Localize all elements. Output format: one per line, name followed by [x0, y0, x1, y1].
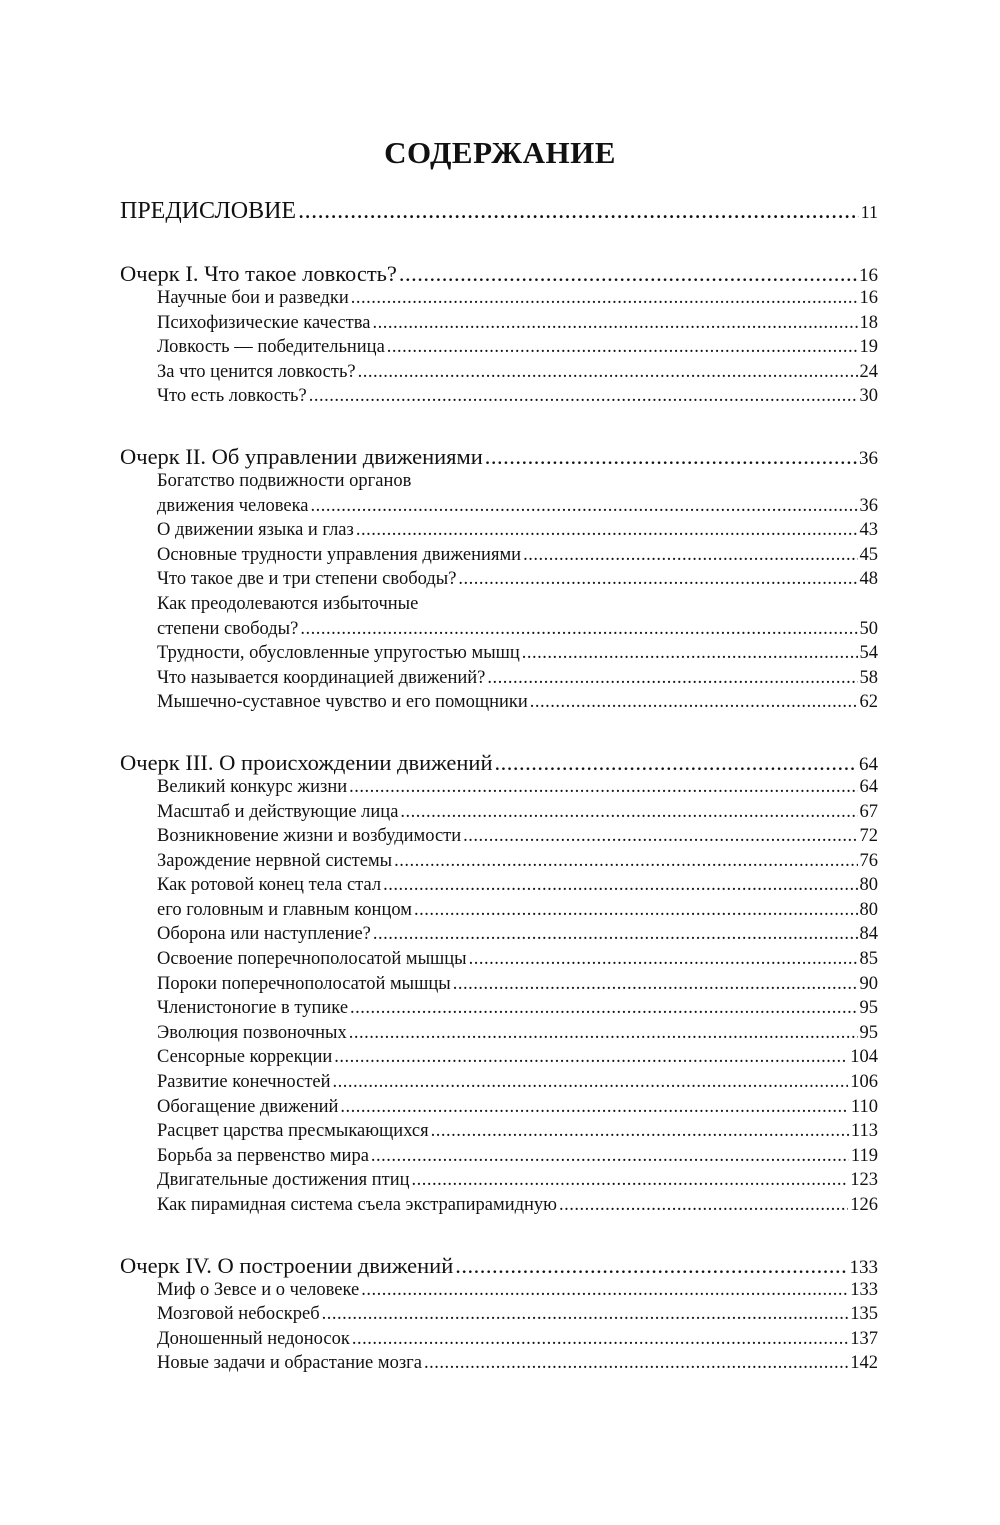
dot-leader — [487, 668, 857, 689]
entry-label: Освоение поперечнополосатой мышцы — [157, 949, 467, 970]
dot-leader — [352, 1329, 848, 1350]
entry-label: Эволюция позвоночных — [157, 1022, 347, 1043]
dot-leader — [530, 692, 858, 713]
chapter-title: Очерк III. О происхождении движений — [120, 749, 493, 775]
entry-page: 18 — [859, 312, 878, 333]
toc-entry[interactable] — [157, 1146, 878, 1171]
entry-label: Научные бои и разведки — [157, 288, 349, 308]
dot-leader — [523, 545, 857, 566]
entry-label: Доношенный недоносок — [157, 1328, 350, 1349]
dot-leader — [333, 1072, 849, 1093]
entry-page: 24 — [859, 361, 878, 382]
entry-page: 126 — [850, 1195, 878, 1215]
dot-leader — [522, 643, 858, 664]
entry-page: 133 — [850, 1279, 878, 1300]
chapter-section — [120, 444, 878, 717]
toc-entry[interactable] — [157, 386, 878, 411]
preface-page: 11 — [860, 202, 878, 222]
toc-entry[interactable] — [157, 471, 878, 496]
table-of-contents — [120, 198, 878, 1378]
entry-label: Мышечно-суставное чувство и его помощники — [157, 692, 528, 713]
entry-page: 80 — [859, 899, 878, 920]
entry-page: 58 — [859, 667, 878, 688]
entry-page: 104 — [850, 1047, 878, 1068]
entry-page: 137 — [850, 1328, 878, 1349]
entry-label: Великий конкурс жизни — [157, 776, 348, 797]
chapter-title: Очерк I. Что такое ловкость? — [120, 261, 397, 286]
dot-leader — [387, 337, 858, 358]
toc-entry[interactable] — [157, 1047, 878, 1072]
dot-leader — [469, 949, 858, 970]
toc-entry[interactable] — [157, 288, 878, 313]
entry-page: 135 — [850, 1304, 878, 1325]
dot-leader — [351, 288, 858, 309]
entry-page: 142 — [850, 1353, 878, 1374]
toc-entry[interactable] — [157, 875, 878, 900]
entry-page: 119 — [850, 1145, 878, 1166]
toc-entry[interactable] — [157, 998, 878, 1023]
toc-entry[interactable] — [157, 692, 878, 717]
toc-entry[interactable] — [157, 569, 878, 594]
toc-entry[interactable] — [157, 668, 878, 693]
entry-label: Богатство подвижности органов — [157, 470, 412, 491]
entry-label: Зарождение нервной системы — [157, 850, 393, 871]
dot-leader — [371, 1146, 849, 1167]
entry-label: Развитие конечностей — [157, 1072, 331, 1093]
entry-label: Новые задачи и обрастание мозга — [157, 1353, 422, 1374]
entry-page: 50 — [859, 618, 878, 639]
dot-leader — [399, 261, 857, 287]
entry-page: 36 — [859, 495, 878, 516]
entry-label: За что ценится ловкость? — [157, 361, 356, 382]
chapter-page: 16 — [859, 265, 878, 286]
toc-entry[interactable] — [157, 802, 878, 827]
toc-entry[interactable] — [157, 777, 878, 802]
toc-entry[interactable] — [157, 1121, 878, 1146]
entry-page: 80 — [859, 875, 878, 896]
chapter-section — [120, 261, 878, 411]
dot-leader — [559, 1195, 848, 1216]
toc-entry[interactable] — [157, 520, 878, 545]
dot-leader — [358, 362, 858, 383]
chapter-section — [120, 750, 878, 1220]
dot-leader — [298, 198, 859, 225]
entry-page: 48 — [859, 569, 878, 590]
toc-entry[interactable] — [157, 826, 878, 851]
entry-label: Борьба за первенство мира — [157, 1145, 369, 1166]
entry-label: степени свободы? — [157, 618, 299, 639]
dot-leader — [373, 924, 858, 945]
entry-page: 76 — [859, 850, 878, 871]
toc-entry[interactable] — [157, 1304, 878, 1329]
dot-leader — [309, 386, 858, 407]
dot-leader — [414, 900, 858, 921]
toc-entry[interactable] — [157, 1170, 878, 1195]
toc-entry[interactable] — [157, 1280, 878, 1305]
entry-label: Пороки поперечнополосатой мышцы — [157, 973, 451, 994]
dot-leader — [394, 851, 857, 872]
entry-page: 85 — [859, 949, 878, 970]
chapter-page: 36 — [859, 447, 878, 469]
toc-entry[interactable] — [157, 1353, 878, 1378]
entry-label: Как ротовой конец тела стал — [157, 875, 382, 896]
chapter-heading[interactable] — [120, 261, 878, 288]
dot-leader — [361, 1280, 848, 1301]
toc-preface[interactable] — [120, 198, 878, 228]
chapter-title: Очерк II. Об управлении движениями — [120, 443, 483, 469]
dot-leader — [383, 875, 857, 896]
entry-label: движения человека — [157, 495, 309, 516]
entry-label: Членистоногие в тупике — [157, 998, 349, 1019]
toc-entry[interactable] — [157, 1329, 878, 1354]
dot-leader — [455, 1253, 847, 1279]
toc-entry[interactable] — [157, 362, 878, 387]
toc-entry[interactable] — [157, 900, 878, 925]
entry-page: 67 — [859, 801, 878, 822]
entry-page: 110 — [850, 1096, 878, 1117]
dot-leader — [412, 1170, 849, 1191]
entry-label: Мозговой небоскреб — [157, 1304, 320, 1325]
dot-leader — [350, 998, 857, 1019]
dot-leader — [453, 974, 858, 995]
dot-leader — [311, 496, 858, 517]
dot-leader — [458, 569, 857, 590]
chapter-page: 64 — [859, 753, 878, 775]
entry-label: Психофизические качества — [157, 312, 371, 333]
dot-leader — [356, 520, 858, 541]
entry-label: Оборона или наступление? — [157, 924, 371, 945]
entry-page: 123 — [850, 1170, 878, 1191]
preface-label: ПРЕДИСЛОВИЕ — [120, 198, 297, 224]
entry-page: 45 — [859, 544, 878, 565]
entry-label: Ловкость — победительница — [157, 337, 385, 358]
entry-label: Как преодолеваются избыточные — [157, 593, 419, 614]
dot-leader — [424, 1353, 848, 1374]
dot-leader — [334, 1047, 848, 1068]
entry-page: 54 — [859, 643, 878, 664]
toc-entry[interactable] — [157, 313, 878, 338]
entry-page: 30 — [859, 386, 878, 407]
entry-page: 90 — [859, 973, 878, 994]
chapter-heading[interactable] — [120, 444, 878, 471]
entry-page: 62 — [859, 692, 878, 713]
entry-label: Миф о Зевсе и о человеке — [157, 1279, 360, 1300]
entry-page: 16 — [859, 288, 878, 308]
entry-label: Что такое две и три степени свободы? — [157, 569, 457, 590]
entry-page: 19 — [859, 337, 878, 358]
entry-label: Двигательные достижения птиц — [157, 1170, 410, 1191]
entry-page: 95 — [859, 998, 878, 1019]
dot-leader — [372, 313, 857, 334]
dot-leader — [431, 1121, 849, 1142]
chapter-heading[interactable] — [120, 1253, 878, 1280]
dot-leader — [495, 750, 857, 776]
entry-label: Возникновение жизни и возбудимости — [157, 826, 462, 847]
entry-label: Сенсорные коррекции — [157, 1047, 333, 1068]
toc-entry[interactable] — [157, 851, 878, 876]
entry-label: Как пирамидная система съела экстрапирамидную — [157, 1195, 557, 1215]
entry-label: Трудности, обусловленные упругостью мышц — [157, 643, 520, 664]
entry-label: Обогащение движений — [157, 1096, 339, 1117]
entry-label: Масштаб и действующие лица — [157, 801, 399, 822]
dot-leader — [322, 1304, 849, 1325]
toc-entry[interactable] — [157, 949, 878, 974]
dot-leader — [463, 826, 857, 847]
toc-entry[interactable] — [157, 496, 878, 521]
toc-entry[interactable] — [157, 1195, 878, 1220]
toc-entry[interactable] — [157, 643, 878, 668]
dot-leader — [349, 777, 857, 798]
toc-entry[interactable] — [157, 1023, 878, 1048]
chapter-title: Очерк IV. О построении движений — [120, 1252, 454, 1278]
entry-label: Расцвет царства пресмыкающихся — [157, 1121, 429, 1142]
toc-entry[interactable] — [157, 1072, 878, 1097]
toc-entry[interactable] — [157, 545, 878, 570]
entry-label: О движении языка и глаз — [157, 520, 354, 541]
chapter-page: 133 — [849, 1256, 878, 1278]
toc-entry[interactable] — [157, 337, 878, 362]
toc-entry[interactable] — [157, 924, 878, 949]
toc-entry[interactable] — [157, 1097, 878, 1122]
page-title: СОДЕРЖАНИЕ — [384, 135, 616, 170]
entry-page: 64 — [859, 776, 878, 797]
toc-entry[interactable] — [157, 974, 878, 999]
entry-label: Основные трудности управления движениями — [157, 544, 522, 565]
chapter-section — [120, 1253, 878, 1378]
entry-page: 84 — [859, 924, 878, 945]
entry-label: Что называется координацией движений? — [157, 667, 486, 688]
dot-leader — [349, 1023, 858, 1044]
chapter-heading[interactable] — [120, 750, 878, 777]
dot-leader — [400, 802, 857, 823]
dot-leader — [300, 619, 857, 640]
dot-leader — [485, 444, 857, 470]
toc-entry[interactable] — [157, 594, 878, 619]
entry-page: 95 — [859, 1022, 878, 1043]
dot-leader — [340, 1097, 849, 1118]
entry-page: 113 — [850, 1121, 878, 1142]
toc-entry[interactable] — [157, 619, 878, 644]
entry-label: его головным и главным концом — [157, 899, 412, 920]
entry-page: 72 — [859, 826, 878, 847]
entry-page: 106 — [850, 1072, 878, 1093]
entry-label: Что есть ловкость? — [157, 386, 307, 407]
entry-page: 43 — [859, 520, 878, 541]
